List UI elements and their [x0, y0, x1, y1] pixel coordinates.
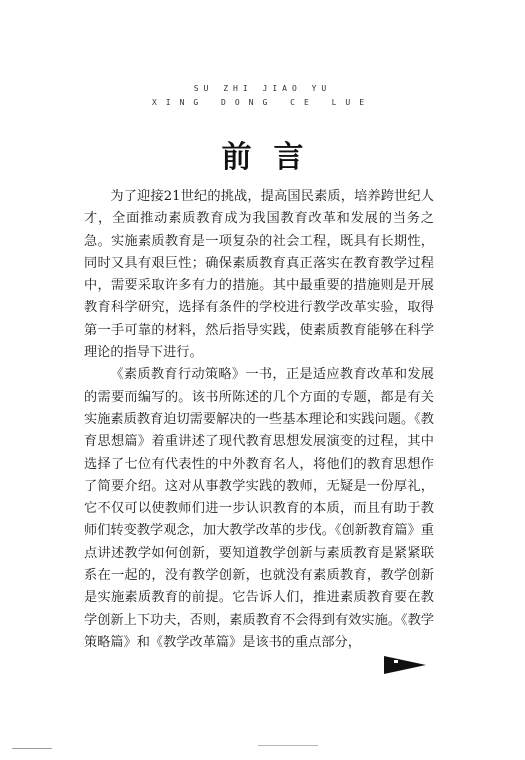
continue-arrow-icon: [384, 656, 426, 674]
header-pinyin-line-2: XING DONG CE LUE: [151, 98, 374, 107]
page-title: 前言: [221, 140, 326, 175]
scan-artifact-line: [258, 745, 318, 746]
paragraph-2: 《素质教育行动策略》一书，正是适应教育改革和发展的需要而编写的。该书所陈述的几个方面的专题，都是有关实施素质教育迫切需要解决的一些基本理论和实践问题。《教育思想篇》着重讲述了现代教育思想发展演变的过程，其中选择了七位有代表性的中外教育名人，将他们的教育思想作了简要介绍。这对从事教学实践的教师，无疑是一份厚礼，它不仅可以使教师们进一步认识教育的本质，而且有助于教师们转变教学观念，加大教学改革的步伐。《创新教育篇》重点讲述教学如何创新，要知道教学创新与素质教育是紧紧联系在一起的，没有教学创新，也就没有素质教育，教学创新是实施素质教育的前提。它告诉人们，推进素质教育要在教学创新上下功夫，否则，素质教育不会得到有效实施。《教学策略篇》和《教学改革篇》是该书的重点部分，: [84, 367, 434, 650]
preface-body: [84, 186, 434, 654]
paragraph-1: 为了迎接21世纪的挑战，提高国民素质，培养跨世纪人才，全面推动素质教育成为我国教育改革和发展的当务之急。实施素质教育是一项复杂的社会工程，既具有长期性，同时又具有艰巨性；确保素质教育真正落实在教育教学过程中，需要采取许多有力的措施。其中最重要的措施则是开展教育科学研究，选择有条件的学校进行教学改革实验，取得第一手可靠的材料，然后指导实践，使素质教育能够在科学理论的指导下进行。: [84, 189, 434, 361]
header-pinyin-line-1: SU ZHI JIAO YU: [193, 84, 332, 93]
arrow-speck: [394, 660, 398, 663]
scan-artifact-line: [12, 748, 52, 749]
